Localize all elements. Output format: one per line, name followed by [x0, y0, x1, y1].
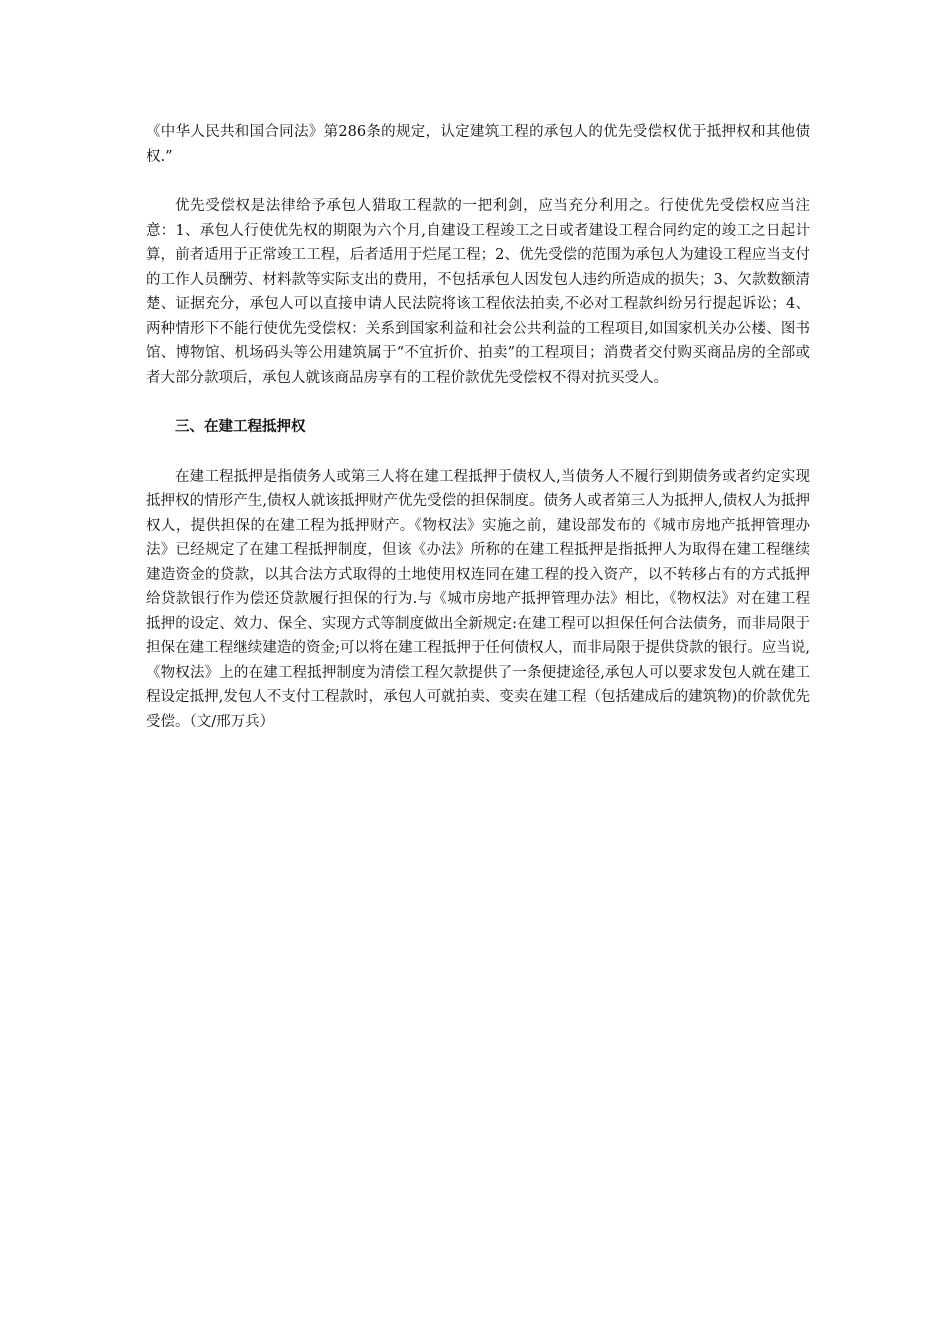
paragraph-priority-right: 优先受偿权是法律给予承包人猎取工程款的一把利剑，应当充分利用之。行使优先受偿权应当注意：1、承包人行使优先权的期限为六个月,自建设工程竣工之日或者建设工程合同约定的竣工之日起计算，前者适用于正常竣工工程，后者适用于烂尾工程；2、优先受偿的范围为承包人为建设工程应当支付的工作人员酬劳、材料款等实际支出的费用，不包括承包人因发包人违约所造成的损失；3、欠款数额清楚、证据充分，承包人可以直接申请人民法院将该工程依法拍卖,不必对工程款纠纷另行提起诉讼；4、两种情形下不能行使优先受偿权：关系到国家利益和社会公共利益的工程项目,如国家机关办公楼、图书馆、博物馆、机场码头等公用建筑属于“不宜折价、拍卖”的工程项目；消费者交付购买商品房的全部或者大部分款项后，承包人就该商品房享有的工程价款优先受偿权不得对抗买受人。 [146, 198, 810, 386]
section-heading: 三、在建工程抵押权 [175, 419, 306, 435]
paragraph-contract-law-citation: 《中华人民共和国合同法》第286条的规定，认定建筑工程的承包人的优先受偿权优于抵押权和其他债权.” [146, 124, 810, 165]
document-page [146, 120, 810, 759]
paragraph-construction-mortgage: 在建工程抵押是指债务人或第三人将在建工程抵押于债权人,当债务人不履行到期债务或者约定实现抵押权的情形产生,债权人就该抵押财产优先受偿的担保制度。债务人或者第三人为抵押人,债权人为抵押权人，提供担保的在建工程为抵押财产。《物权法》实施之前，建设部发布的《城市房地产抵押管理办法》已经规定了在建工程抵押制度，但该《办法》所称的在建工程抵押是指抵押人为取得在建工程继续建造资金的贷款，以其合法方式取得的土地使用权连同在建工程的投入资产，以不转移占有的方式抵押给贷款银行作为偿还贷款履行担保的行为.与《城市房地产抵押管理办法》相比，《物权法》对在建工程抵押的设定、效力、保全、实现方式等制度做出全新规定:在建工程可以担保任何合法债务，而非局限于担保在建工程继续建造的资金;可以将在建工程抵押于任何债权人，而非局限于提供贷款的银行。应当说,《物权法》上的在建工程抵押制度为清偿工程欠款提供了一条便捷途径,承包人可以要求发包人就在建工程设定抵押,发包人不支付工程款时，承包人可就拍卖、变卖在建工程（包括建成后的建筑物)的价款优先受偿。（文/邢万兵） [146, 468, 810, 730]
